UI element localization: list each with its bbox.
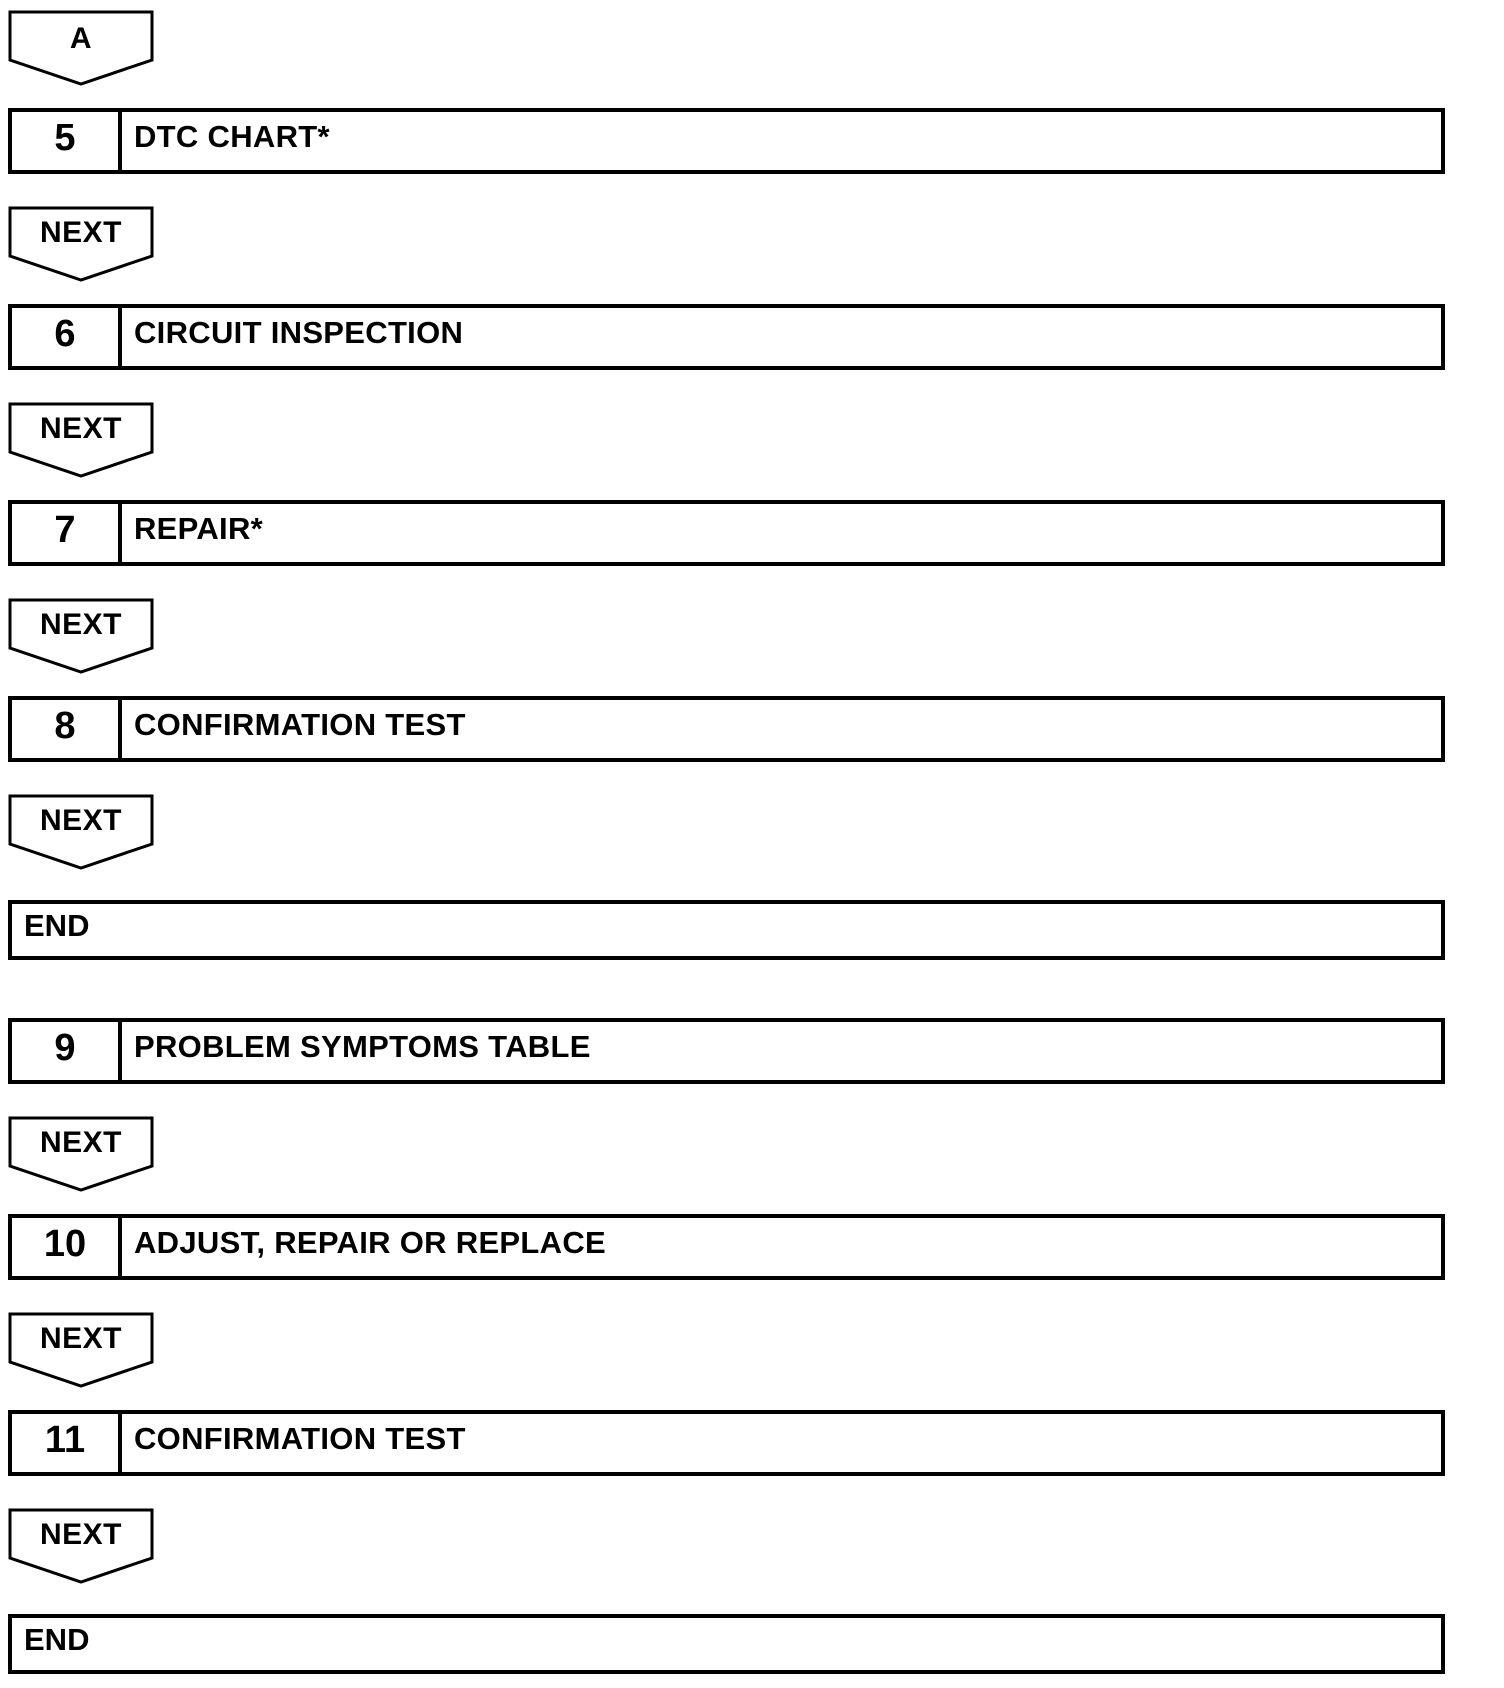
next-arrow-6-label: NEXT xyxy=(39,1322,122,1355)
step-9-text: PROBLEM SYMPTOMS TABLE xyxy=(134,1029,591,1064)
step-7-number: 7 xyxy=(12,504,122,562)
next-arrow-2-label: NEXT xyxy=(39,412,122,445)
step-5-number: 5 xyxy=(12,112,122,170)
step-6-box xyxy=(8,304,1445,370)
next-arrow-3-label: NEXT xyxy=(39,608,122,641)
next-arrow-2 xyxy=(8,402,154,478)
step-7-box xyxy=(8,500,1445,566)
next-arrow-1 xyxy=(8,206,154,282)
next-arrow-3 xyxy=(8,598,154,674)
step-6-text: CIRCUIT INSPECTION xyxy=(134,315,464,350)
next-arrow-7-label: NEXT xyxy=(39,1518,122,1551)
end-box-1: END xyxy=(8,900,1445,960)
step-11-text: CONFIRMATION TEST xyxy=(134,1421,466,1456)
end-box-2: END xyxy=(8,1614,1445,1674)
step-11-number: 11 xyxy=(12,1414,122,1472)
step-9-box xyxy=(8,1018,1445,1084)
step-11-box xyxy=(8,1410,1445,1476)
step-9-number: 9 xyxy=(12,1022,122,1080)
step-10-text: ADJUST, REPAIR OR REPLACE xyxy=(134,1225,606,1260)
next-arrow-5 xyxy=(8,1116,154,1192)
connector-a xyxy=(8,10,154,86)
next-arrow-6 xyxy=(8,1312,154,1388)
connector-a-label: A xyxy=(69,22,93,55)
step-5-box xyxy=(8,108,1445,174)
step-8-text: CONFIRMATION TEST xyxy=(134,707,466,742)
next-arrow-5-label: NEXT xyxy=(39,1126,122,1159)
next-arrow-4-label: NEXT xyxy=(39,804,122,837)
next-arrow-4 xyxy=(8,794,154,870)
step-10-number: 10 xyxy=(12,1218,122,1276)
step-5-text: DTC CHART* xyxy=(134,119,330,154)
next-arrow-7 xyxy=(8,1508,154,1584)
step-8-number: 8 xyxy=(12,700,122,758)
next-arrow-1-label: NEXT xyxy=(39,216,122,249)
step-10-box xyxy=(8,1214,1445,1280)
step-7-text: REPAIR* xyxy=(134,511,263,546)
step-6-number: 6 xyxy=(12,308,122,366)
step-8-box xyxy=(8,696,1445,762)
